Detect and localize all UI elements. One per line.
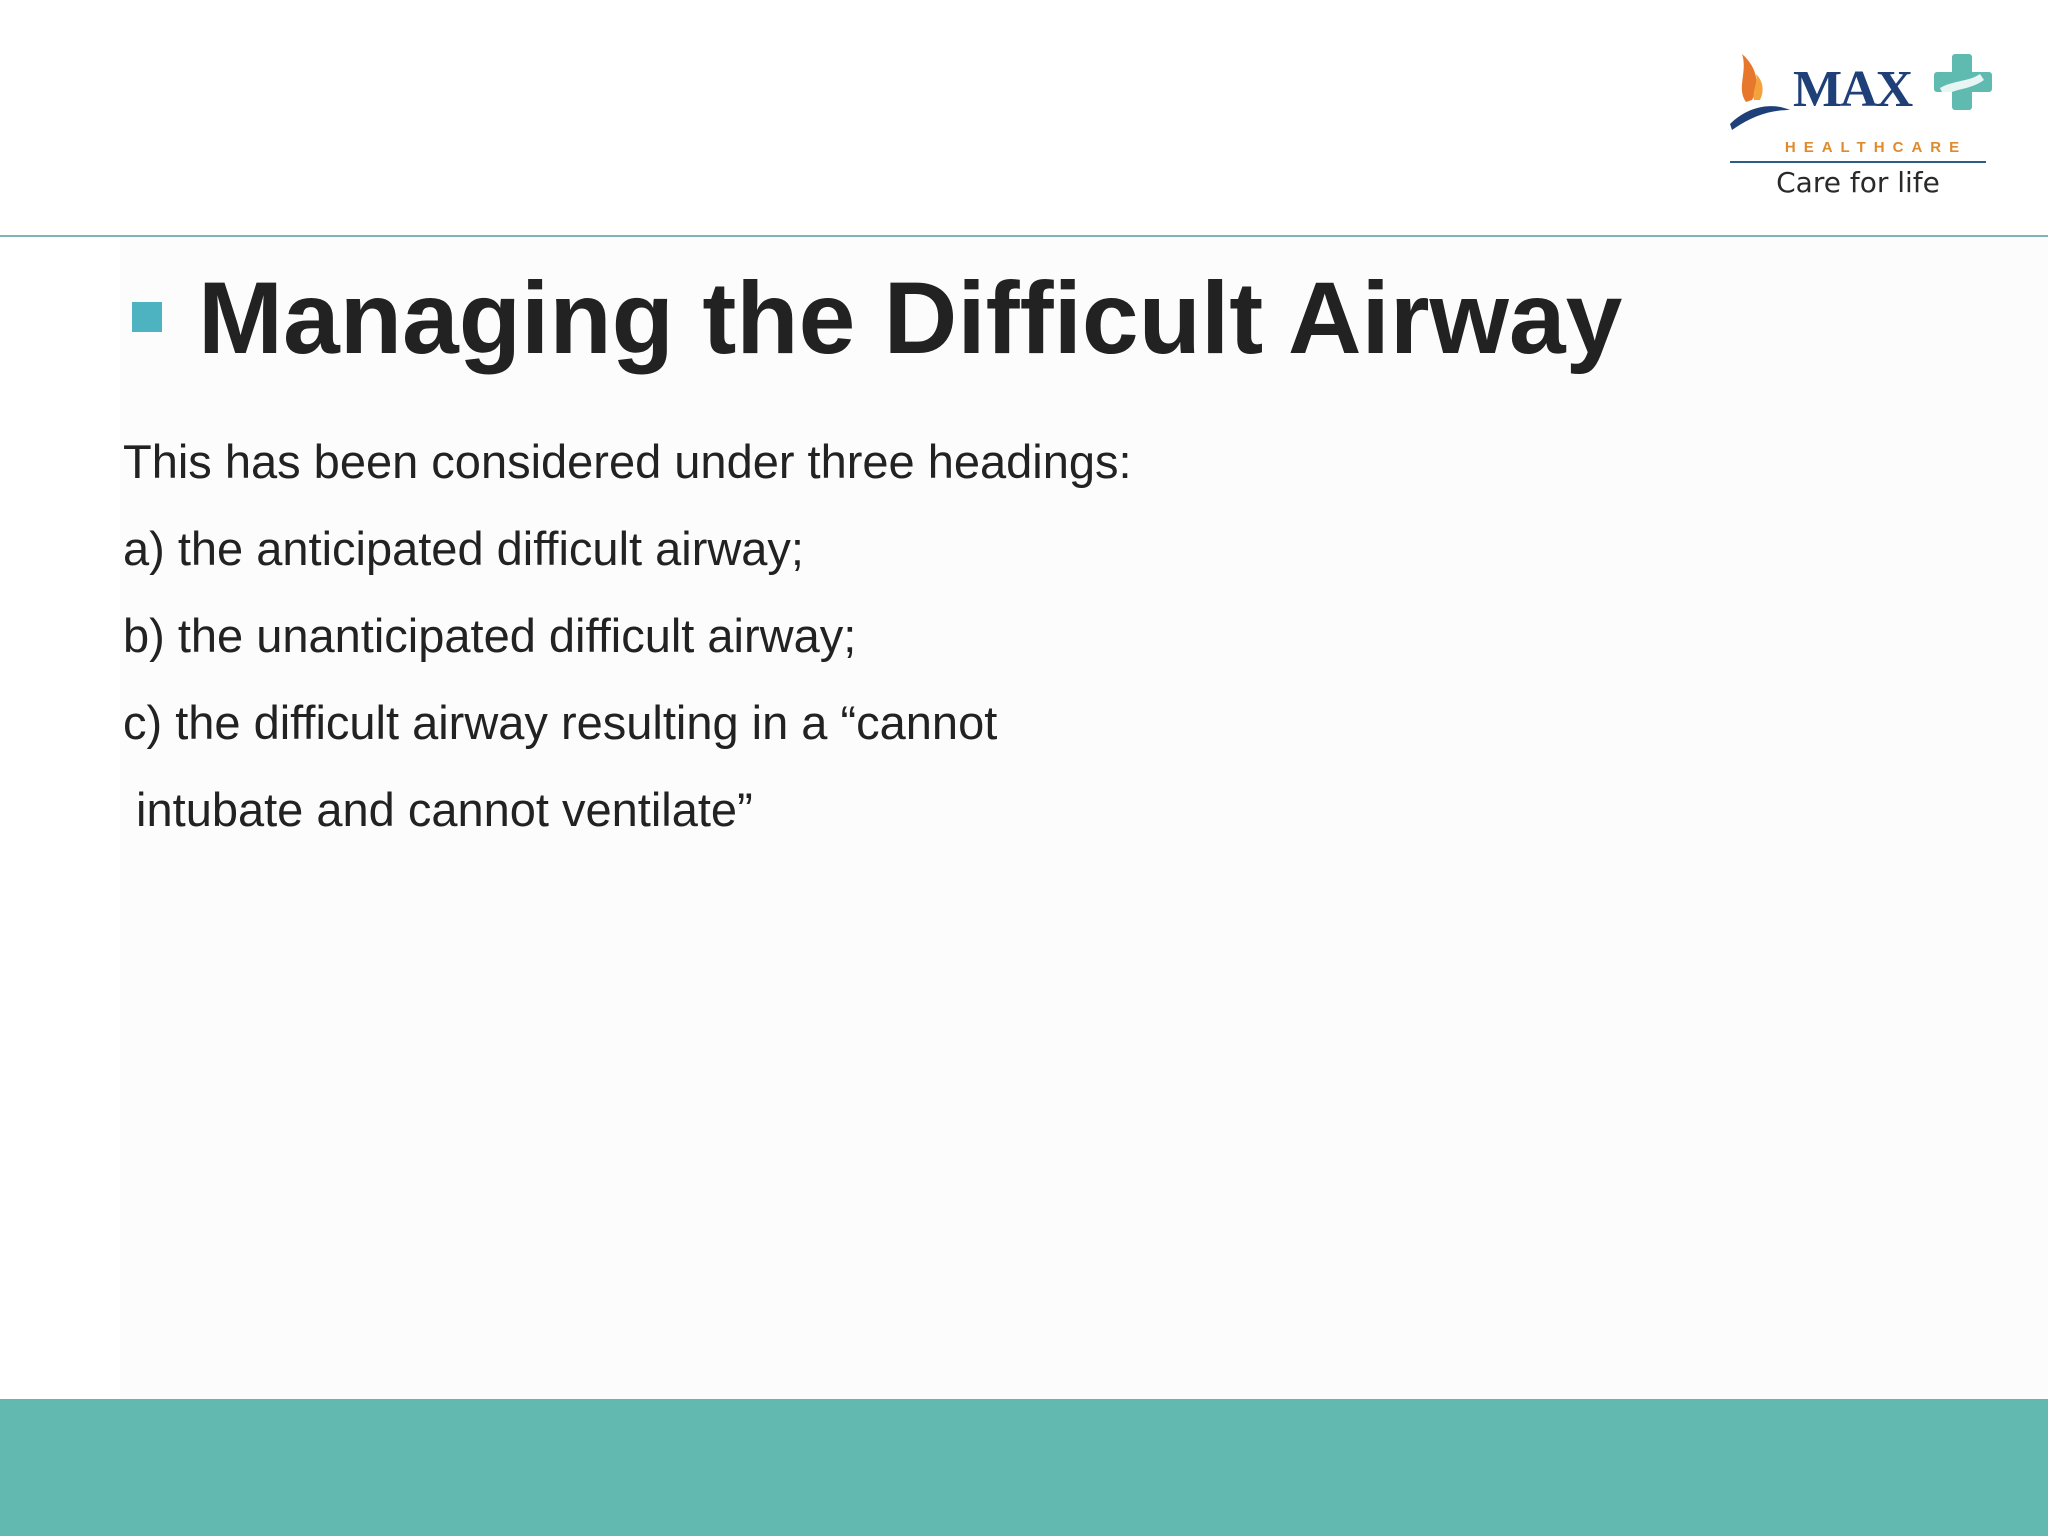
body-line: This has been considered under three headings: <box>123 435 1132 488</box>
logo-wordmark: MAX <box>1793 61 1912 118</box>
header-divider <box>0 235 2048 237</box>
logo-rule <box>1730 161 1986 163</box>
max-healthcare-logo <box>1718 40 2018 210</box>
body-line: intubate and cannot ventilate” <box>123 783 753 836</box>
footer-band <box>0 1399 2048 1536</box>
body-line: c) the difficult airway resulting in a “cannot <box>123 696 998 749</box>
body-line: b) the unanticipated difficult airway; <box>123 609 857 662</box>
slide-body <box>123 418 1132 853</box>
slide-title: Managing the Difficult Airway <box>198 261 1623 375</box>
title-bullet-square <box>132 302 162 332</box>
body-line: a) the anticipated difficult airway; <box>123 522 804 575</box>
logo-tagline: Care for life <box>1776 166 1940 199</box>
logo-subtitle: HEALTHCARE <box>1784 139 1968 156</box>
